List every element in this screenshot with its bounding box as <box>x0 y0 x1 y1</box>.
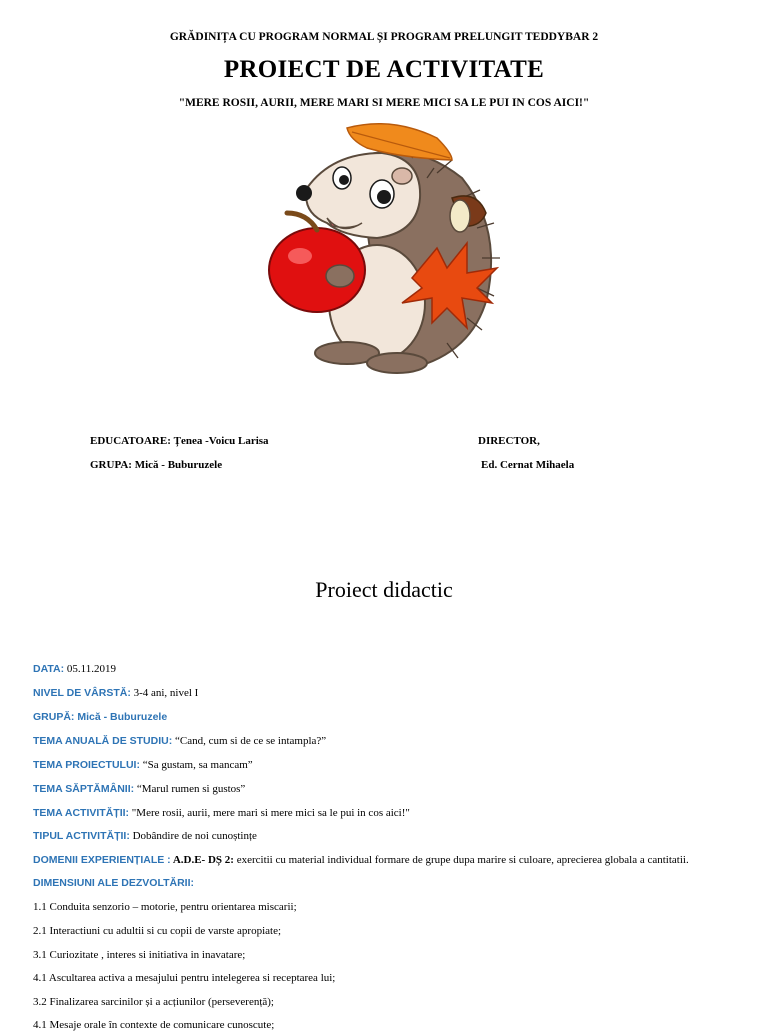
week-theme-label: TEMA SĂPTĂMÂNII: <box>33 783 135 795</box>
educator-name: EDUCATOARE: Țenea -Voicu Larisa <box>90 435 269 447</box>
activity-theme-label: TEMA ACTIVITĂȚII: <box>33 807 130 819</box>
age-level-value: 3-4 ani, nivel I <box>130 687 199 699</box>
activity-type-label: TIPUL ACTIVITĂȚII: <box>33 830 130 842</box>
dimension-item: 3.2 Finalizarea sarcinilor și a acțiunilor (perseverență); <box>33 996 274 1008</box>
activity-type-value: Dobândire de noi cunoștințe <box>129 830 257 842</box>
dimensions-label: DIMENSIUNI ALE DEZVOLTĂRII: <box>33 877 194 889</box>
domains-label: DOMENII EXPERIENȚIALE : <box>33 854 171 866</box>
activity-type-row <box>33 830 257 842</box>
date-value: 05.11.2019 <box>64 663 116 675</box>
project-theme-value: “Sa gustam, sa mancam” <box>139 759 253 771</box>
group-name: GRUPA: Mică - Buburuzele <box>90 459 223 471</box>
activity-subtitle: "MERE ROSII, AURII, MERE MARI SI MERE MICI SA LE PUI IN COS AICI!" <box>178 97 590 109</box>
dimension-item: 2.1 Interactiuni cu adultii si cu copii de varste apropiate; <box>33 925 282 937</box>
age-level-label: NIVEL DE VÂRSTĂ: <box>33 687 131 699</box>
domains-code: A.D.E- DȘ 2: <box>170 854 234 866</box>
school-name: GRĂDINIȚA CU PROGRAM NORMAL ȘI PROGRAM PRELUNGIT TEDDYBAR 2 <box>169 31 599 43</box>
director-label: DIRECTOR, <box>478 435 540 447</box>
group-label: GRUPĂ: Mică - Buburuzele <box>33 711 168 723</box>
group-row <box>33 711 167 723</box>
director-name: Ed. Cernat Mihaela <box>481 459 575 471</box>
project-theme-row <box>33 759 253 771</box>
annual-theme-value: “Cand, cum si de ce se intampla?” <box>172 735 327 747</box>
dimension-item: 4.1 Mesaje orale în contexte de comunicare cunoscute; <box>33 1019 275 1031</box>
date-row <box>33 663 116 675</box>
dimension-item: 4.1 Ascultarea activa a mesajului pentru intelegerea si receptarea lui; <box>33 972 336 984</box>
age-level-row <box>33 687 198 699</box>
week-theme-value: “Marul rumen si gustos” <box>134 783 246 795</box>
annual-theme-row <box>33 735 326 747</box>
hedgehog-illustration <box>262 118 507 383</box>
activity-theme-row <box>33 807 410 819</box>
dimension-item: 1.1 Conduita senzorio – motorie, pentru orientarea miscarii; <box>33 901 297 913</box>
dimension-item: 3.1 Curiozitate , interes si initiativa in inavatare; <box>33 949 246 961</box>
date-label: DATA: <box>33 663 65 675</box>
week-theme-row <box>33 783 245 795</box>
document-title: PROIECT DE ACTIVITATE <box>223 56 545 83</box>
section-title: Proiect didactic <box>315 577 453 602</box>
annual-theme-label: TEMA ANUALĂ DE STUDIU: <box>33 735 173 747</box>
activity-theme-value: "Mere rosii, aurii, mere mari si mere mici sa le pui in cos aici!" <box>129 807 410 819</box>
domains-row <box>33 854 689 866</box>
dimensions-row <box>33 877 194 889</box>
domains-value: exercitii cu material individual formare de grupe dupa marire si culoare, aprecierea globala a cantitatii. <box>233 854 689 866</box>
project-theme-label: TEMA PROIECTULUI: <box>33 759 140 771</box>
